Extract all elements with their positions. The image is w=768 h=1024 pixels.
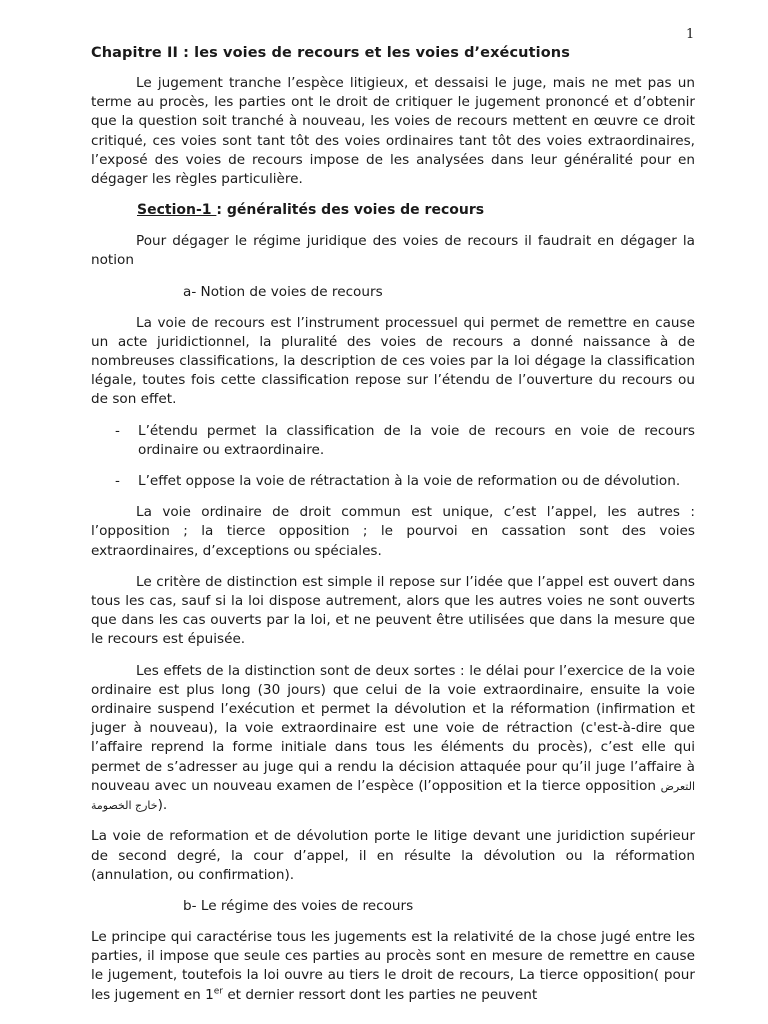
list-item bbox=[91, 472, 695, 491]
list-item-text: L’étendu permet la classification de la voie de recours en voie de recours ordinaire ou extraordinaire. bbox=[138, 422, 695, 458]
paragraph-a5: La voie de reformation et de dévolution porte le litige devant une juridiction supérieur de second degré, la cour d’appel, il en résulte la dévolution ou la réformation (annulation, ou confirmation). bbox=[91, 828, 695, 883]
subsection-b-heading: b- Le régime des voies de recours bbox=[183, 897, 414, 914]
paragraph-a4-text: Les effets de la distinction sont de deux sortes : le délai pour l’exercice de la voie ordinaire est plus long (30 jours) que celui de la voie extraordinaire, ensuite la voie ordinaire suspend l’exécution et permet la dévolution et la réformation (infirmation et juger à nouveau), la voie extraordinaire est une voie de rétraction (c'est-à-dire que l’affaire reprend la forme initiale dans tous les éléments du procès), c’est elle qui permet de s’adresser au juge qui a rendu la décision attaquée pour qu’il juge l’affaire à nouveau avec un nouveau examen de l’espèce (l’opposition et la tierce opposition bbox=[91, 662, 695, 794]
dash-list bbox=[91, 422, 695, 492]
paragraph-a4-end: ). bbox=[157, 797, 168, 814]
dash-bullet: - bbox=[115, 422, 120, 439]
paragraph-a1: La voie de recours est l’instrument processuel qui permet de remettre en cause un acte juridictionnel, la pluralité des voies de recours a donné naissance à de nombreuses classifications, la description de ces voies par la loi dégage la classification légale, toutes fois cette classification repose sur l’étendu de l’ouverture du recours ou de son effet. bbox=[91, 314, 695, 408]
chapter-title: Chapitre II : les voies de recours et les voies d’exécutions bbox=[91, 45, 570, 61]
paragraph-b1-text: Le principe qui caractérise tous les jugements est la relativité de la chose jugé entre les parties, il impose que seule ces parties au procès sont en mesure de remettre en cause le jugement, toutefois la loi ouvre au tiers le droit de recours, La tierce opposition( pour les jugement en 1 bbox=[91, 928, 695, 1003]
section-intro-paragraph: Pour dégager le régime juridique des voies de recours il faudrait en dégager la notion bbox=[91, 233, 695, 269]
page-number: 1 bbox=[686, 27, 695, 42]
subsection-a-heading: a- Notion de voies de recours bbox=[183, 283, 383, 300]
list-item-text: L’effet oppose la voie de rétractation à la voie de reformation ou de dévolution. bbox=[138, 473, 681, 490]
arabic-term: التعرض خارج الخصومة bbox=[91, 779, 695, 813]
list-item bbox=[91, 422, 695, 460]
section-label: Section-1 bbox=[137, 202, 217, 219]
document-body bbox=[91, 44, 695, 1017]
dash-bullet: - bbox=[115, 473, 120, 490]
paragraph-a4 bbox=[91, 662, 695, 816]
paragraph-a3: Le critère de distinction est simple il repose sur l’idée que l’appel est ouvert dans tous les cas, sauf si la loi dispose autrement, alors que les autres voies ne sont ouverts que dans les cas ouverts par la loi, et ne peuvent être utilisées que dans la mesure que le recours est épuisée. bbox=[91, 573, 695, 648]
intro-paragraph: Le jugement tranche l’espèce litigieux, et dessaisi le juge, mais ne met pas un terme au procès, les parties ont le droit de critiquer le jugement prononcé et d’obtenir que la question soit tranché à nouveau, les voies de recours mettent en œuvre ce droit critiqué, ces voies sont tant tôt des voies ordinaires tant tôt des voies extraordinaires, l’exposé des voies de recours impose de les analysées dans leur généralité pour en dégager les règles particulière. bbox=[91, 75, 695, 188]
paragraph-b1 bbox=[91, 928, 695, 1005]
section-title: : généralités des voies de recours bbox=[216, 202, 485, 219]
paragraph-b1-end: et dernier ressort dont les parties ne peuvent bbox=[223, 986, 538, 1003]
section-heading bbox=[137, 201, 695, 220]
superscript-er: er bbox=[213, 985, 223, 996]
paragraph-a2: La voie ordinaire de droit commun est unique, c’est l’appel, les autres : l’opposition ; la tierce opposition ; le pourvoi en cassation sont des voies extraordinaires, d’exceptions ou spéciales. bbox=[91, 504, 695, 559]
